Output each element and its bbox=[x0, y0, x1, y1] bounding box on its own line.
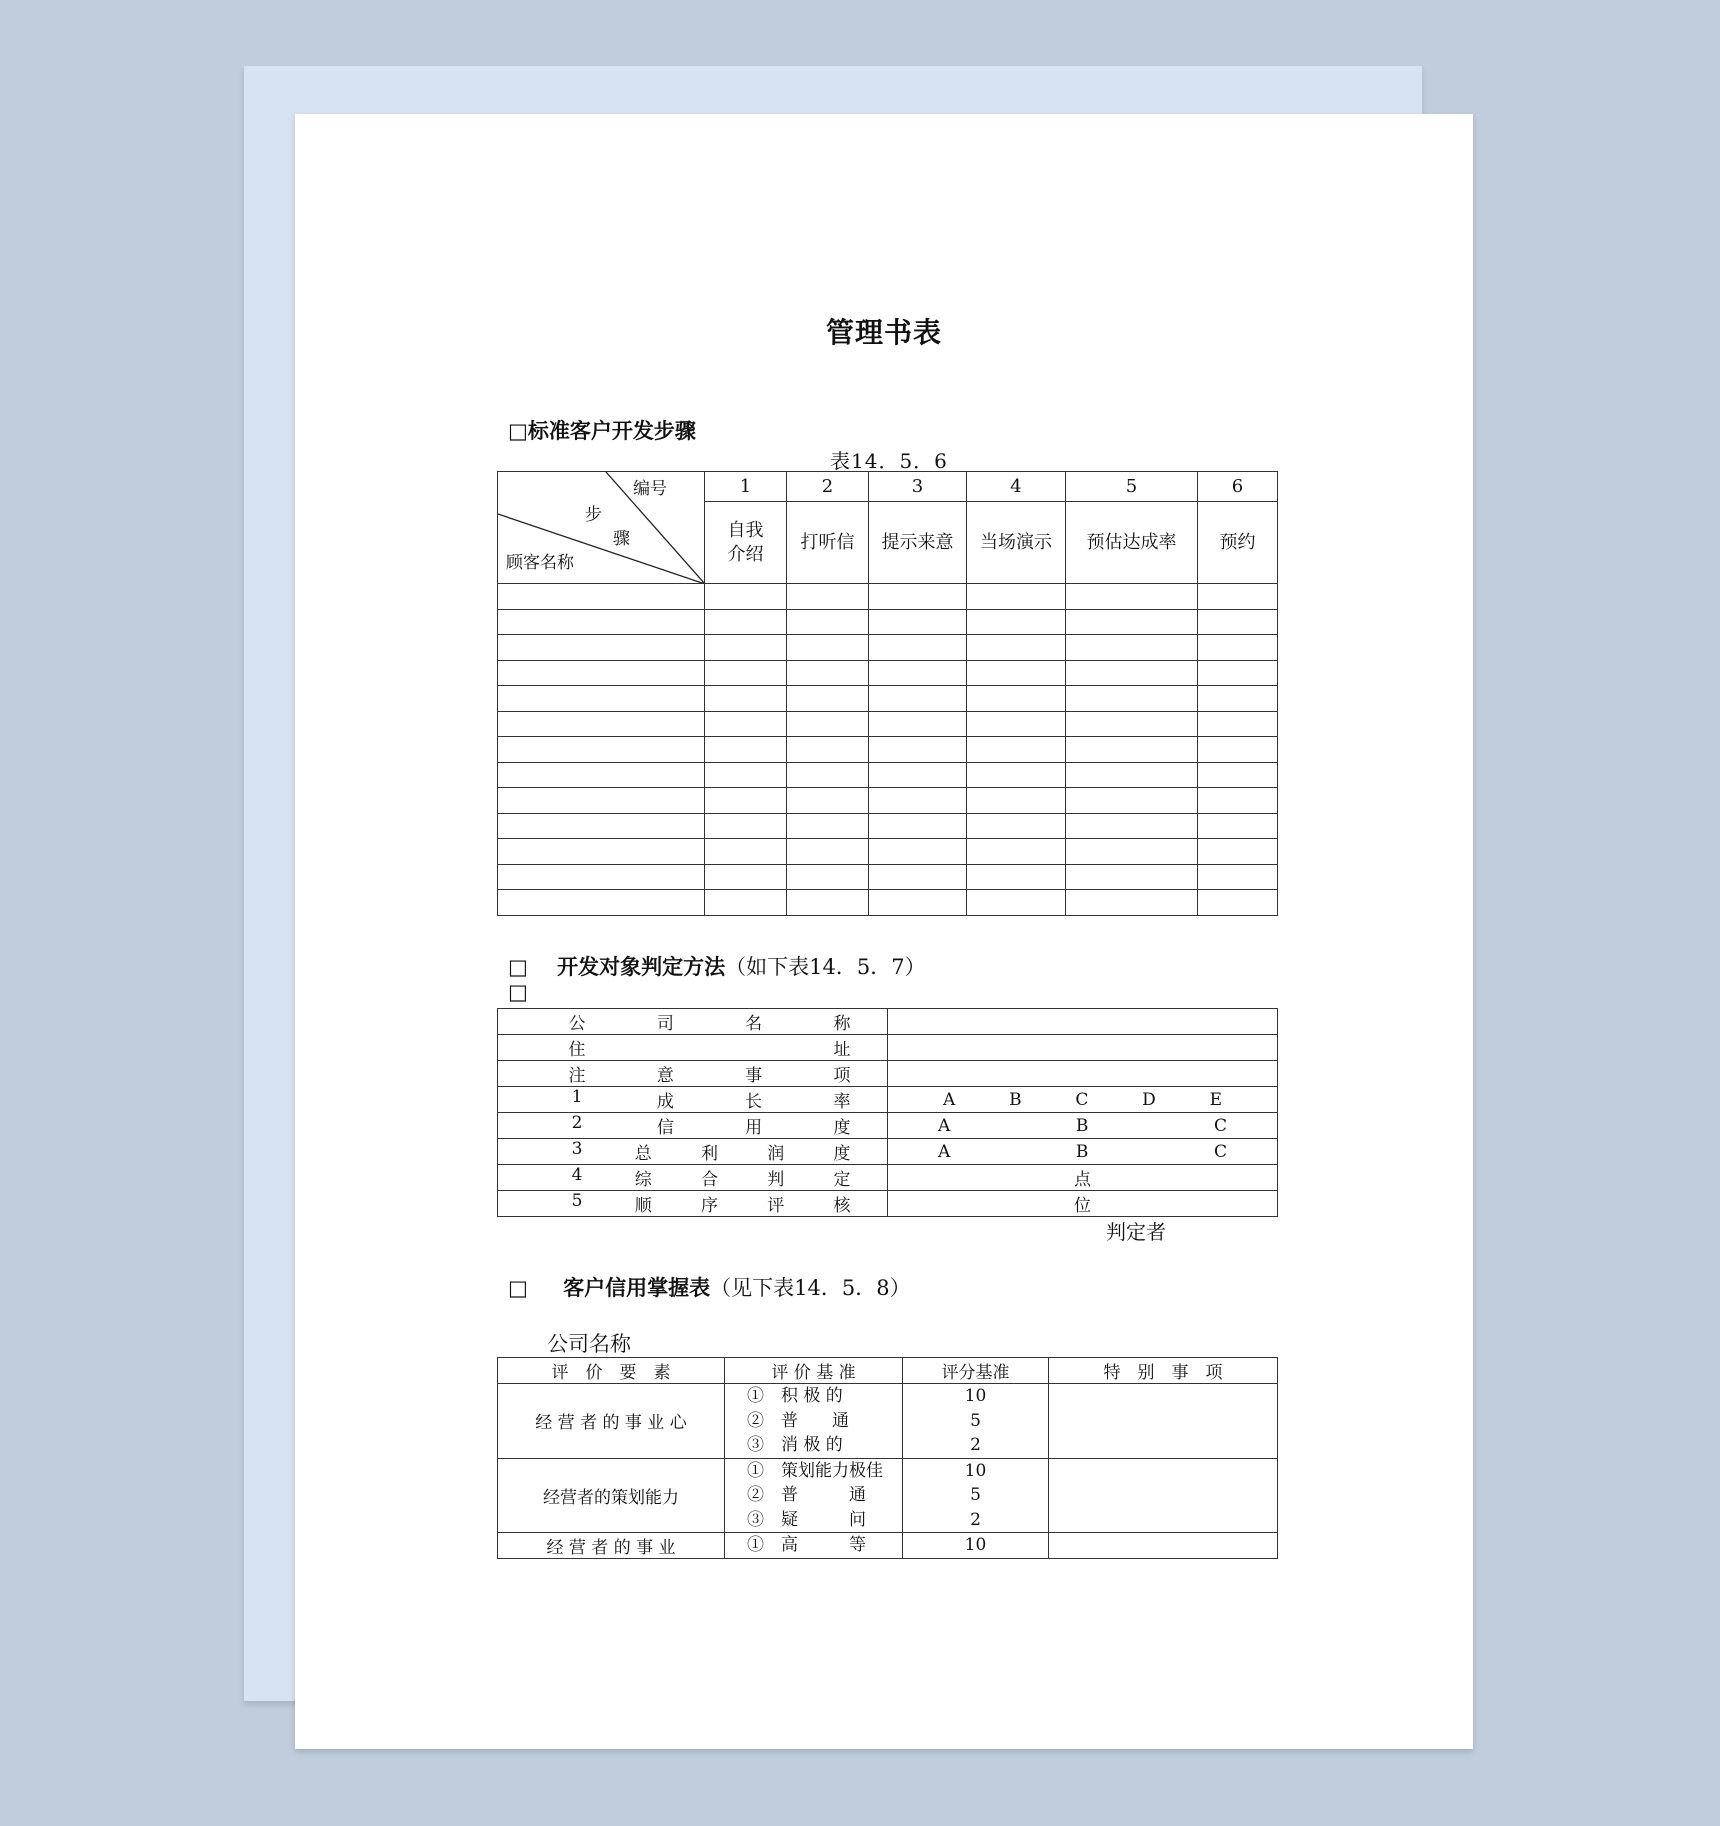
section1-caption: 表14．5．6 bbox=[830, 449, 948, 473]
credit-basis bbox=[725, 1533, 903, 1559]
judgment-label-text bbox=[498, 1009, 887, 1034]
section3-heading: 客户信用掌握表 bbox=[563, 1275, 711, 1300]
column-number: 1 bbox=[705, 472, 787, 502]
credit-basis-item: ② 普 通 bbox=[747, 1485, 866, 1505]
column-step: 当场演示 bbox=[967, 502, 1066, 584]
customer-cell bbox=[787, 635, 869, 661]
customer-cell bbox=[1066, 788, 1198, 814]
judgment-label-text bbox=[498, 1113, 887, 1138]
customer-cell bbox=[498, 686, 705, 712]
section3-box: □ bbox=[508, 1276, 528, 1300]
customer-cell bbox=[967, 584, 1066, 610]
credit-score-item: 10 bbox=[964, 1535, 987, 1556]
credit-score-item: 2 bbox=[970, 1509, 981, 1530]
judgment-label-text bbox=[498, 1061, 887, 1086]
customer-cell bbox=[967, 737, 1066, 763]
judgment-label-char: 称 bbox=[833, 1014, 851, 1034]
customer-cell bbox=[1198, 609, 1278, 635]
development-judgment-table bbox=[497, 1008, 1278, 1217]
credit-score bbox=[903, 1533, 1049, 1559]
judgment-label-char bbox=[656, 1035, 674, 1060]
customer-cell bbox=[787, 788, 869, 814]
judgment-row bbox=[498, 1061, 1278, 1087]
company-name-label: 公司名称 bbox=[547, 1332, 631, 1356]
judgment-label bbox=[498, 1165, 888, 1191]
judgment-value bbox=[888, 1139, 1278, 1165]
judgment-row bbox=[498, 1113, 1278, 1139]
judgment-label-text bbox=[498, 1139, 887, 1164]
column-step: 预估达成率 bbox=[1066, 502, 1198, 584]
customer-cell bbox=[967, 635, 1066, 661]
judgment-label-text bbox=[498, 1035, 887, 1060]
column-step: 打听信 bbox=[787, 502, 869, 584]
customer-cell bbox=[498, 660, 705, 686]
customer-cell bbox=[498, 711, 705, 737]
customer-cell bbox=[498, 890, 705, 916]
judgment-label-char: 5 bbox=[571, 1191, 583, 1211]
credit-header: 评分基准 bbox=[903, 1358, 1049, 1384]
customer-cell bbox=[705, 864, 787, 890]
customer-cell bbox=[1198, 737, 1278, 763]
credit-basis-item: ① 策划能力极佳 bbox=[747, 1460, 883, 1481]
customer-cell bbox=[705, 660, 787, 686]
customer-cell bbox=[705, 890, 787, 916]
judgment-label-char: 注 bbox=[568, 1066, 586, 1086]
column-step: 自我 介绍 bbox=[705, 502, 787, 584]
credit-table bbox=[497, 1357, 1278, 1559]
customer-cell bbox=[1066, 890, 1198, 916]
customer-cell bbox=[498, 839, 705, 865]
section1-heading: □标准客户开发步骤 bbox=[508, 418, 696, 443]
customer-cell bbox=[705, 635, 787, 661]
credit-score-item: 2 bbox=[970, 1435, 981, 1455]
section2-extra-box: □ bbox=[508, 980, 528, 1004]
customer-row bbox=[498, 762, 1278, 788]
column-step: 提示来意 bbox=[869, 502, 967, 584]
judgment-row bbox=[498, 1009, 1278, 1035]
credit-basis-item: ① 积 极 的 bbox=[747, 1386, 843, 1406]
customer-cell bbox=[967, 813, 1066, 839]
customer-cell bbox=[705, 813, 787, 839]
customer-cell bbox=[498, 609, 705, 635]
column-number: 6 bbox=[1198, 472, 1278, 502]
customer-cell bbox=[787, 584, 869, 610]
column-number: 4 bbox=[967, 472, 1066, 502]
customer-row bbox=[498, 711, 1278, 737]
document-page bbox=[295, 114, 1473, 1749]
judgment-row bbox=[498, 1191, 1278, 1217]
customer-cell bbox=[869, 660, 967, 686]
customer-cell bbox=[1066, 864, 1198, 890]
judgment-label-char: 率 bbox=[833, 1092, 851, 1112]
column-step: 预约 bbox=[1198, 502, 1278, 584]
customer-cell bbox=[498, 762, 705, 788]
customer-cell bbox=[1066, 737, 1198, 763]
customer-cell bbox=[498, 788, 705, 814]
judgment-value-item: B bbox=[1009, 1089, 1022, 1110]
customer-cell bbox=[1198, 762, 1278, 788]
judgment-value-item: A bbox=[943, 1089, 956, 1110]
judgment-label-char: 址 bbox=[833, 1040, 851, 1060]
header-number-label: 编号 bbox=[633, 479, 667, 499]
customer-cell bbox=[967, 839, 1066, 865]
customer-cell bbox=[967, 686, 1066, 712]
judgment-label-char: 顺 bbox=[634, 1196, 652, 1216]
customer-cell bbox=[787, 660, 869, 686]
customer-cell bbox=[787, 609, 869, 635]
judgment-value-item: 点 bbox=[1074, 1170, 1091, 1190]
judgment-label-char: 项 bbox=[833, 1066, 851, 1086]
judgment-label-char: 信 bbox=[656, 1118, 674, 1138]
empty-rows bbox=[498, 584, 1278, 916]
credit-row bbox=[498, 1384, 1278, 1459]
customer-cell bbox=[787, 839, 869, 865]
judgment-label-char: 2 bbox=[571, 1113, 583, 1133]
customer-cell bbox=[869, 762, 967, 788]
judgment-value bbox=[888, 1165, 1278, 1191]
judgment-value-item: A bbox=[938, 1141, 951, 1162]
judgment-label-char: 名 bbox=[745, 1014, 763, 1034]
customer-cell bbox=[787, 762, 869, 788]
judgment-label-char: 住 bbox=[568, 1040, 586, 1060]
customer-cell bbox=[498, 737, 705, 763]
section2-heading-suffix: （如下表14．5．7） bbox=[725, 955, 926, 979]
customer-cell bbox=[1066, 660, 1198, 686]
customer-cell bbox=[705, 788, 787, 814]
judgment-value bbox=[888, 1191, 1278, 1217]
credit-special-note bbox=[1049, 1533, 1278, 1559]
judgment-value-text bbox=[888, 1142, 1277, 1162]
customer-cell bbox=[498, 813, 705, 839]
judgment-value bbox=[888, 1035, 1278, 1061]
customer-cell bbox=[1198, 864, 1278, 890]
customer-cell bbox=[967, 788, 1066, 814]
judgment-label-char: 3 bbox=[571, 1139, 583, 1159]
judgment-label-char: 度 bbox=[833, 1118, 851, 1138]
judgment-label-char: 评 bbox=[767, 1196, 785, 1216]
credit-factor: 经营者的策划能力 bbox=[498, 1458, 725, 1533]
judgment-row bbox=[498, 1139, 1278, 1165]
judgment-label-char: 定 bbox=[833, 1170, 851, 1190]
diagonal-header-cell bbox=[498, 472, 705, 584]
judgment-label bbox=[498, 1191, 888, 1217]
customer-cell bbox=[498, 584, 705, 610]
judgment-value-text bbox=[888, 1090, 1277, 1110]
column-number: 3 bbox=[869, 472, 967, 502]
header-step-label-1: 步 bbox=[585, 505, 602, 525]
customer-cell bbox=[869, 686, 967, 712]
customer-cell bbox=[1066, 686, 1198, 712]
judgment-label-char: 总 bbox=[634, 1144, 652, 1164]
customer-cell bbox=[705, 711, 787, 737]
judgment-label-char: 4 bbox=[571, 1165, 583, 1185]
judgment-value-item: C bbox=[1213, 1115, 1227, 1136]
customer-cell bbox=[869, 635, 967, 661]
judgment-label-char: 事 bbox=[745, 1066, 763, 1086]
customer-row bbox=[498, 864, 1278, 890]
customer-cell bbox=[1066, 711, 1198, 737]
credit-score-item: 10 bbox=[964, 1386, 987, 1406]
judgment-label-char: 公 bbox=[568, 1014, 586, 1034]
credit-score-item: 5 bbox=[970, 1485, 981, 1505]
judgment-label-char: 利 bbox=[701, 1144, 718, 1164]
customer-cell bbox=[787, 711, 869, 737]
judgment-label bbox=[498, 1087, 888, 1113]
customer-cell bbox=[705, 609, 787, 635]
customer-cell bbox=[967, 711, 1066, 737]
judgment-label-char: 长 bbox=[745, 1092, 763, 1112]
judgment-value-item: E bbox=[1209, 1089, 1222, 1110]
customer-row bbox=[498, 788, 1278, 814]
customer-cell bbox=[787, 686, 869, 712]
customer-row bbox=[498, 660, 1278, 686]
page-title: 管理书表 bbox=[825, 316, 942, 349]
judgment-label-text bbox=[498, 1087, 887, 1112]
customer-cell bbox=[869, 839, 967, 865]
section3-heading-line bbox=[508, 1272, 911, 1302]
credit-basis bbox=[725, 1458, 903, 1533]
judgment-value-item: B bbox=[1075, 1115, 1089, 1136]
judgment-value-item: D bbox=[1142, 1089, 1156, 1110]
judgment-label-char: 判 bbox=[767, 1170, 785, 1190]
credit-score bbox=[903, 1458, 1049, 1533]
judgment-label-char: 合 bbox=[701, 1170, 718, 1190]
credit-factor: 经 营 者 的 事 业 bbox=[498, 1533, 725, 1559]
customer-cell bbox=[869, 864, 967, 890]
credit-score-item: 10 bbox=[964, 1460, 987, 1481]
section2-heading: 开发对象判定方法 bbox=[557, 954, 726, 979]
customer-cell bbox=[1198, 711, 1278, 737]
customer-cell bbox=[1198, 788, 1278, 814]
customer-cell bbox=[498, 635, 705, 661]
judgment-label-char: 用 bbox=[745, 1118, 763, 1138]
customer-cell bbox=[869, 813, 967, 839]
customer-row bbox=[498, 737, 1278, 763]
customer-cell bbox=[1198, 660, 1278, 686]
customer-cell bbox=[869, 584, 967, 610]
judgment-value bbox=[888, 1009, 1278, 1035]
credit-score bbox=[903, 1384, 1049, 1459]
header-step-label-2: 骤 bbox=[613, 529, 630, 549]
customer-row bbox=[498, 890, 1278, 916]
credit-score-item: 5 bbox=[970, 1410, 981, 1431]
judgment-value-item: 位 bbox=[1074, 1196, 1091, 1216]
customer-cell bbox=[1066, 813, 1198, 839]
column-number: 5 bbox=[1066, 472, 1198, 502]
customer-cell bbox=[869, 711, 967, 737]
customer-cell bbox=[705, 686, 787, 712]
judgment-label-char: 润 bbox=[767, 1144, 785, 1164]
customer-cell bbox=[967, 762, 1066, 788]
header-customer-label: 顾客名称 bbox=[506, 553, 574, 573]
judgment-label-char: 成 bbox=[656, 1092, 674, 1112]
judgment-label-char: 1 bbox=[571, 1087, 583, 1107]
judgment-row bbox=[498, 1035, 1278, 1061]
section3-heading-suffix: （见下表14．5．8） bbox=[710, 1276, 911, 1300]
customer-cell bbox=[869, 609, 967, 635]
customer-cell bbox=[787, 864, 869, 890]
customer-cell bbox=[1066, 609, 1198, 635]
customer-cell bbox=[869, 788, 967, 814]
judgment-value bbox=[888, 1087, 1278, 1113]
customer-cell bbox=[1198, 890, 1278, 916]
judgment-value-item: C bbox=[1075, 1089, 1089, 1110]
credit-basis-item: ② 普 通 bbox=[747, 1410, 849, 1431]
judgment-value-item: A bbox=[938, 1115, 951, 1136]
customer-cell bbox=[869, 737, 967, 763]
customer-cell bbox=[967, 890, 1066, 916]
judgment-label-char: 度 bbox=[833, 1144, 851, 1164]
credit-header: 评 价 基 准 bbox=[725, 1358, 903, 1384]
credit-row bbox=[498, 1533, 1278, 1559]
judgment-label bbox=[498, 1139, 888, 1165]
customer-cell bbox=[787, 737, 869, 763]
judgment-value-text bbox=[888, 1191, 1277, 1216]
judgment-label-text bbox=[498, 1191, 887, 1216]
customer-cell bbox=[1198, 839, 1278, 865]
credit-basis-item: ① 高 等 bbox=[747, 1535, 866, 1556]
judgment-value-text bbox=[888, 1116, 1277, 1136]
customer-cell bbox=[1198, 686, 1278, 712]
credit-row bbox=[498, 1458, 1278, 1533]
section2-heading-line bbox=[508, 951, 926, 981]
column-number: 2 bbox=[787, 472, 869, 502]
customer-cell bbox=[967, 660, 1066, 686]
customer-row bbox=[498, 635, 1278, 661]
customer-row bbox=[498, 813, 1278, 839]
customer-cell bbox=[705, 762, 787, 788]
customer-cell bbox=[787, 813, 869, 839]
credit-special-note bbox=[1049, 1384, 1278, 1459]
judgment-label bbox=[498, 1035, 888, 1061]
judgment-label-char: 司 bbox=[656, 1014, 674, 1034]
customer-cell bbox=[705, 584, 787, 610]
customer-row bbox=[498, 839, 1278, 865]
customer-development-table bbox=[497, 471, 1278, 916]
customer-cell bbox=[869, 890, 967, 916]
customer-cell bbox=[967, 864, 1066, 890]
credit-factor: 经 营 者 的 事 业 心 bbox=[498, 1384, 725, 1459]
customer-cell bbox=[1198, 635, 1278, 661]
customer-row bbox=[498, 686, 1278, 712]
credit-header: 评 价 要 素 bbox=[498, 1358, 725, 1384]
customer-row bbox=[498, 609, 1278, 635]
credit-basis-item: ③ 消 极 的 bbox=[747, 1435, 843, 1455]
customer-cell bbox=[1066, 762, 1198, 788]
customer-cell bbox=[498, 864, 705, 890]
judgment-label bbox=[498, 1009, 888, 1035]
customer-cell bbox=[705, 737, 787, 763]
judgment-value-text bbox=[888, 1165, 1277, 1190]
section2-box: □ bbox=[508, 955, 528, 979]
credit-special-note bbox=[1049, 1458, 1278, 1533]
judgment-label bbox=[498, 1113, 888, 1139]
credit-basis-item: ③ 疑 问 bbox=[747, 1509, 866, 1530]
judgment-label-char bbox=[745, 1035, 763, 1060]
customer-row bbox=[498, 584, 1278, 610]
judgment-label-char: 综 bbox=[634, 1170, 652, 1190]
judgment-label bbox=[498, 1061, 888, 1087]
customer-cell bbox=[1066, 635, 1198, 661]
judgment-label-char: 序 bbox=[701, 1196, 718, 1216]
judgment-row bbox=[498, 1087, 1278, 1113]
customer-cell bbox=[1066, 584, 1198, 610]
judgment-value-item: B bbox=[1075, 1141, 1089, 1162]
customer-cell bbox=[967, 609, 1066, 635]
customer-cell bbox=[1066, 839, 1198, 865]
judgment-row bbox=[498, 1165, 1278, 1191]
credit-basis bbox=[725, 1384, 903, 1459]
judgment-value bbox=[888, 1113, 1278, 1139]
judgment-label-char: 核 bbox=[833, 1196, 851, 1216]
customer-cell bbox=[1198, 813, 1278, 839]
judge-label: 判定者 bbox=[1106, 1220, 1166, 1244]
customer-cell bbox=[1198, 584, 1278, 610]
customer-cell bbox=[705, 839, 787, 865]
judgment-label-char: 意 bbox=[656, 1066, 674, 1086]
credit-header: 特 别 事 项 bbox=[1049, 1358, 1278, 1384]
judgment-value-item: C bbox=[1213, 1141, 1227, 1162]
judgment-value bbox=[888, 1061, 1278, 1087]
judgment-label-text bbox=[498, 1165, 887, 1190]
customer-cell bbox=[787, 890, 869, 916]
